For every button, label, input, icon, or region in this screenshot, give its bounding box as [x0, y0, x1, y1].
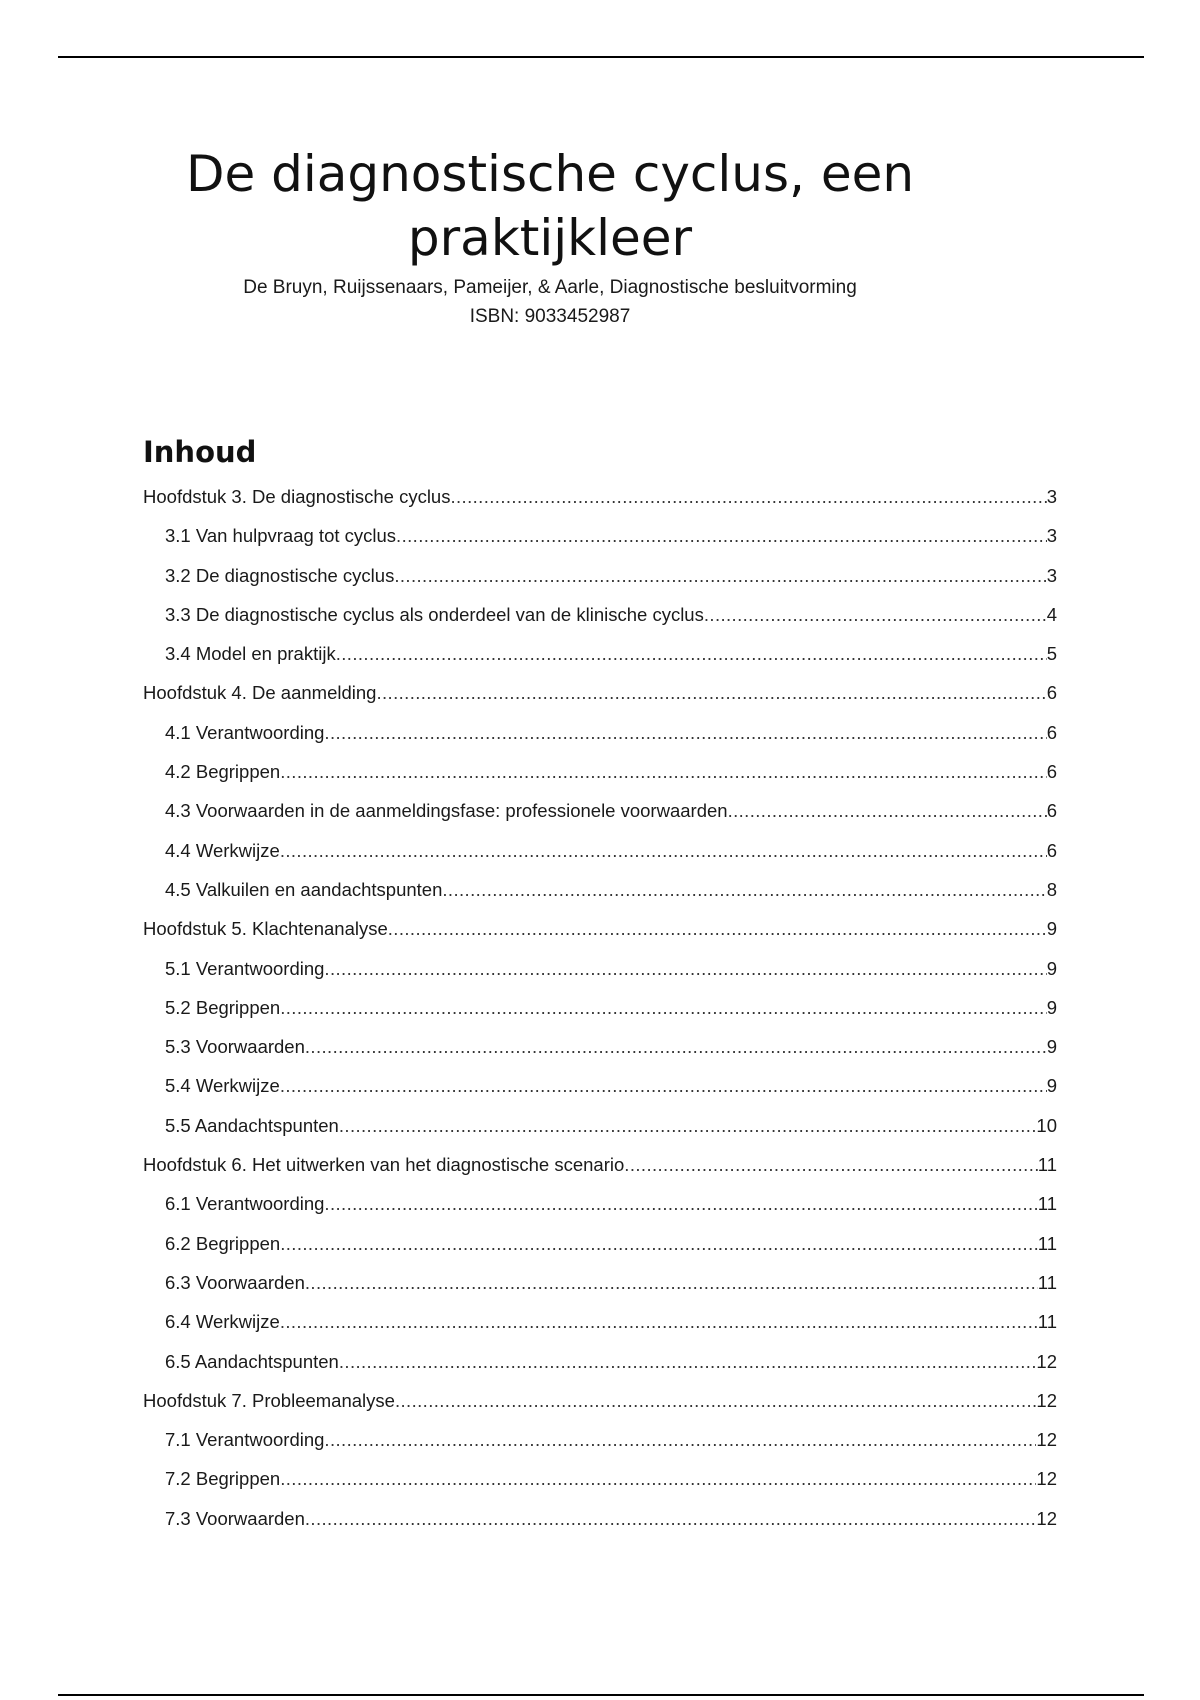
- toc-entry[interactable]: [143, 486, 1057, 525]
- toc-entry-page: 12: [1036, 1429, 1057, 1451]
- toc-entry-page: 11: [1037, 1311, 1057, 1333]
- toc-entry-page: 12: [1036, 1468, 1057, 1490]
- toc-dot-leader: [280, 1468, 1036, 1490]
- toc-entry-label: 6.1 Verantwoording: [165, 1193, 325, 1215]
- toc-dot-leader: [395, 1390, 1036, 1412]
- toc-entry-label: 4.5 Valkuilen en aandachtspunten: [165, 878, 443, 900]
- document-authors: De Bruyn, Ruijssenaars, Pameijer, & Aarle, Diagnostische besluitvorming: [243, 277, 857, 298]
- document-title: De diagnostische cyclus, een praktijkleer: [185, 145, 915, 267]
- toc-entry-page: 9: [1046, 1036, 1057, 1058]
- toc-entry-label: 3.2 De diagnostische cyclus: [165, 564, 395, 586]
- toc-entry-page: 9: [1046, 1075, 1057, 1097]
- toc-entry[interactable]: [143, 1311, 1057, 1350]
- toc-entry[interactable]: [143, 1233, 1057, 1272]
- toc-dot-leader: [704, 604, 1047, 626]
- toc-entry-page: 12: [1036, 1507, 1057, 1529]
- toc-entry-page: 3: [1046, 486, 1057, 507]
- toc-entry-page: 11: [1037, 1271, 1057, 1293]
- toc-entry-label: 4.3 Voorwaarden in de aanmeldingsfase: professionele voorwaarden: [165, 800, 728, 822]
- toc-entry-label: 6.5 Aandachtspunten: [165, 1350, 339, 1372]
- toc-dot-leader: [728, 800, 1047, 822]
- toc-entry[interactable]: [143, 761, 1057, 800]
- toc-entry[interactable]: [143, 879, 1057, 918]
- toc-entry-page: 6: [1046, 761, 1057, 783]
- toc-entry[interactable]: [143, 800, 1057, 839]
- toc-dot-leader: [280, 1075, 1047, 1097]
- toc-entry[interactable]: [143, 997, 1057, 1036]
- toc-dot-leader: [624, 1154, 1038, 1176]
- toc-entry[interactable]: [143, 918, 1057, 957]
- toc-entry-label: Hoofdstuk 5. Klachtenanalyse: [143, 918, 388, 940]
- toc-entry-label: 5.3 Voorwaarden: [165, 1036, 305, 1058]
- toc-entry-label: 7.3 Voorwaarden: [165, 1507, 305, 1529]
- toc-entry-page: 12: [1036, 1389, 1057, 1411]
- toc-entry[interactable]: [143, 1468, 1057, 1507]
- toc-entry[interactable]: [143, 1075, 1057, 1114]
- toc-dot-leader: [280, 997, 1047, 1019]
- toc-entry[interactable]: [143, 565, 1057, 604]
- toc-entry-label: 6.4 Werkwijze: [165, 1311, 280, 1333]
- toc-entry[interactable]: [143, 1115, 1057, 1154]
- toc-entry[interactable]: [143, 958, 1057, 997]
- toc-entry[interactable]: [143, 604, 1057, 643]
- toc-entry-label: 6.3 Voorwaarden: [165, 1271, 305, 1293]
- toc-dot-leader: [305, 1508, 1037, 1530]
- toc-entry-page: 6: [1046, 682, 1057, 704]
- toc-entry-label: 5.2 Begrippen: [165, 996, 281, 1018]
- toc-entry-label: Hoofdstuk 6. Het uitwerken van het diagnostische scenario: [143, 1154, 625, 1176]
- toc-dot-leader: [324, 1429, 1036, 1451]
- toc-entry-page: 9: [1046, 996, 1057, 1018]
- toc-dot-leader: [450, 486, 1046, 508]
- toc-entry-page: 9: [1046, 957, 1057, 979]
- toc-entry[interactable]: [143, 1036, 1057, 1075]
- table-of-contents: [143, 486, 1057, 1547]
- toc-heading: Inhoud: [143, 435, 257, 469]
- toc-entry-page: 3: [1046, 564, 1057, 586]
- toc-dot-leader: [376, 682, 1046, 704]
- toc-entry-label: 3.4 Model en praktijk: [165, 643, 336, 665]
- toc-entry-label: Hoofdstuk 7. Probleemanalyse: [143, 1389, 395, 1411]
- toc-dot-leader: [280, 761, 1047, 783]
- toc-entry[interactable]: [143, 722, 1057, 761]
- toc-entry[interactable]: [143, 1272, 1057, 1311]
- toc-dot-leader: [280, 1311, 1038, 1333]
- toc-dot-leader: [339, 1351, 1037, 1373]
- toc-entry-page: 10: [1036, 1114, 1057, 1136]
- toc-entry-label: 3.1 Van hulpvraag tot cyclus: [165, 525, 397, 547]
- toc-entry-label: 3.3 De diagnostische cyclus als onderdeel van de klinische cyclus: [165, 603, 704, 625]
- toc-entry[interactable]: [143, 643, 1057, 682]
- toc-dot-leader: [305, 1272, 1038, 1294]
- toc-entry-page: 6: [1046, 721, 1057, 743]
- toc-dot-leader: [324, 1193, 1037, 1215]
- toc-entry[interactable]: [143, 1154, 1057, 1193]
- toc-dot-leader: [280, 840, 1047, 862]
- toc-entry-label: 7.1 Verantwoording: [165, 1429, 325, 1451]
- toc-dot-leader: [339, 1115, 1037, 1137]
- toc-dot-leader: [388, 918, 1047, 940]
- toc-entry[interactable]: [143, 1193, 1057, 1232]
- toc-dot-leader: [324, 958, 1046, 980]
- toc-entry-page: 8: [1046, 878, 1057, 900]
- toc-entry-page: 11: [1037, 1154, 1057, 1176]
- header-rule: [58, 56, 1144, 58]
- toc-dot-leader: [442, 879, 1046, 901]
- toc-entry[interactable]: [143, 1351, 1057, 1390]
- toc-entry-page: 6: [1046, 800, 1057, 822]
- toc-entry-page: 11: [1037, 1232, 1057, 1254]
- toc-entry-label: 4.2 Begrippen: [165, 761, 281, 783]
- toc-entry-label: 7.2 Begrippen: [165, 1468, 281, 1490]
- toc-entry-page: 9: [1046, 918, 1057, 940]
- toc-entry-page: 3: [1046, 525, 1057, 547]
- toc-entry-label: Hoofdstuk 3. De diagnostische cyclus: [143, 486, 451, 507]
- toc-entry-label: 4.4 Werkwijze: [165, 839, 280, 861]
- toc-entry-label: 5.4 Werkwijze: [165, 1075, 280, 1097]
- toc-dot-leader: [324, 722, 1046, 744]
- toc-entry-page: 12: [1036, 1350, 1057, 1372]
- toc-entry-label: 6.2 Begrippen: [165, 1232, 281, 1254]
- toc-entry[interactable]: [143, 840, 1057, 879]
- toc-entry-page: 6: [1046, 839, 1057, 861]
- toc-dot-leader: [336, 643, 1047, 665]
- toc-entry[interactable]: [143, 1390, 1057, 1429]
- document-isbn: ISBN: 9033452987: [469, 306, 631, 327]
- toc-entry[interactable]: [143, 682, 1057, 721]
- toc-entry-page: 11: [1037, 1193, 1057, 1215]
- toc-entry[interactable]: [143, 525, 1057, 564]
- toc-entry-page: 5: [1046, 643, 1057, 665]
- toc-entry[interactable]: [143, 1508, 1057, 1547]
- toc-entry-page: 4: [1046, 603, 1057, 625]
- toc-entry-label: 5.5 Aandachtspunten: [165, 1114, 339, 1136]
- footer-rule: [58, 1694, 1144, 1696]
- toc-dot-leader: [280, 1233, 1038, 1255]
- toc-entry-label: Hoofdstuk 4. De aanmelding: [143, 682, 377, 704]
- toc-dot-leader: [394, 565, 1046, 587]
- toc-entry[interactable]: [143, 1429, 1057, 1468]
- toc-dot-leader: [305, 1036, 1047, 1058]
- toc-entry-label: 5.1 Verantwoording: [165, 957, 325, 979]
- toc-entry-label: 4.1 Verantwoording: [165, 721, 325, 743]
- toc-dot-leader: [396, 525, 1047, 547]
